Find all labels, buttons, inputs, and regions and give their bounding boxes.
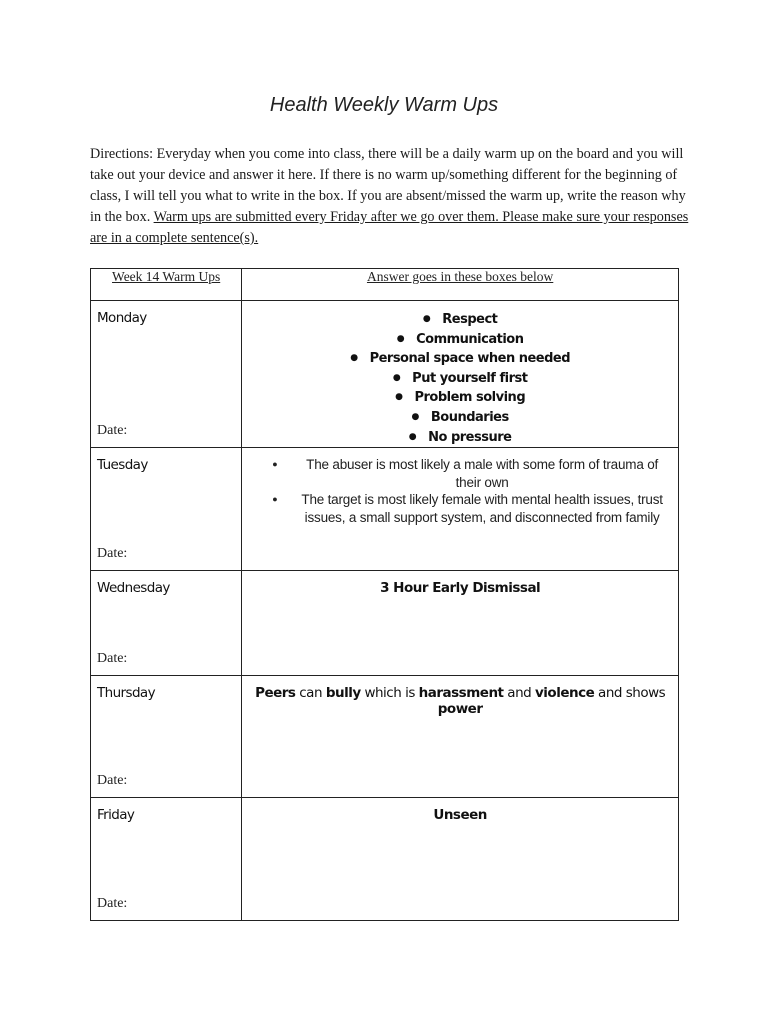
table-header-row: [91, 269, 679, 301]
answer-text: 3 Hour Early Dismissal: [380, 580, 541, 597]
answer-segment: bully: [325, 685, 361, 702]
answer-bullet-list: [242, 448, 678, 526]
answer-segment: harassment: [418, 685, 504, 702]
answer-cell-thursday[interactable]: [242, 676, 679, 798]
list-item: [272, 491, 670, 526]
answer-text: Unseen: [433, 807, 487, 824]
answer-cell-wednesday[interactable]: [242, 571, 679, 676]
day-cell-thursday: [91, 676, 242, 798]
answer-cell-friday[interactable]: [242, 798, 679, 921]
list-item: ● Boundaries: [242, 408, 678, 428]
answer-segment: can: [295, 685, 326, 702]
list-item: ● Put yourself first: [242, 369, 678, 389]
table-row-wednesday: [91, 571, 679, 676]
answer-segment: which is: [360, 685, 419, 702]
date-label: Date:: [97, 896, 128, 912]
list-item: ● Respect: [242, 310, 678, 330]
table-row-monday: [91, 301, 679, 448]
table-row-thursday: [91, 676, 679, 798]
list-item: [272, 456, 670, 491]
day-cell-monday: [91, 301, 242, 448]
list-item-text: The abuser is most likely a male with some form of trauma of their own: [306, 457, 659, 490]
list-item-text: The target is most likely female with mental health issues, trust issues, a small support system, and disconnected from family: [301, 492, 663, 525]
day-name: Monday: [97, 310, 147, 326]
day-name: Thursday: [97, 685, 155, 702]
list-item: ● No pressure: [242, 428, 678, 448]
answer-segment: power: [437, 701, 483, 718]
directions-paragraph: [90, 144, 690, 249]
day-name: Tuesday: [97, 457, 148, 474]
answer-cell-monday[interactable]: [242, 301, 679, 448]
document-title: Health Weekly Warm Ups: [269, 94, 499, 116]
day-name: Wednesday: [97, 580, 170, 597]
answer-text: [242, 676, 678, 717]
day-cell-tuesday: [91, 448, 242, 571]
bullet-icon: ●: [272, 459, 278, 470]
header-answer: Answer goes in these boxes below: [242, 269, 679, 301]
answer-cell-tuesday[interactable]: [242, 448, 679, 571]
date-label: Date:: [97, 773, 128, 789]
day-cell-wednesday: [91, 571, 242, 676]
list-item: ● Communication: [242, 330, 678, 350]
list-item: ● Problem solving: [242, 388, 678, 408]
warm-ups-table: [90, 268, 679, 921]
date-label: Date:: [97, 423, 128, 439]
day-name: Friday: [97, 807, 135, 824]
table-row-tuesday: [91, 448, 679, 571]
answer-segment: and shows: [594, 685, 666, 702]
table-row-friday: [91, 798, 679, 921]
header-week: Week 14 Warm Ups: [91, 269, 242, 301]
answer-segment: Peers: [255, 685, 296, 702]
answer-bullet-list: [242, 301, 678, 447]
answer-segment: violence: [535, 685, 595, 702]
directions-underlined-text: Warm ups are submitted every Friday after we go over them. Please make sure your responses are in a complete sentence(s).: [90, 209, 689, 246]
answer-segment: and: [503, 685, 535, 702]
date-label: Date:: [97, 651, 128, 667]
list-item: ● Personal space when needed: [242, 349, 678, 369]
date-label: Date:: [97, 546, 128, 562]
directions-text: Directions: Everyday when you come into class, there will be a daily warm up on the board and you will take out your device and answer it here. If there is no warm up/something different for the beginning of class, I will tell you what to write in the box. If you are absent/missed the warm up, write the reason why in the box.: [90, 146, 686, 225]
day-cell-friday: [91, 798, 242, 921]
bullet-icon: ●: [272, 494, 278, 505]
